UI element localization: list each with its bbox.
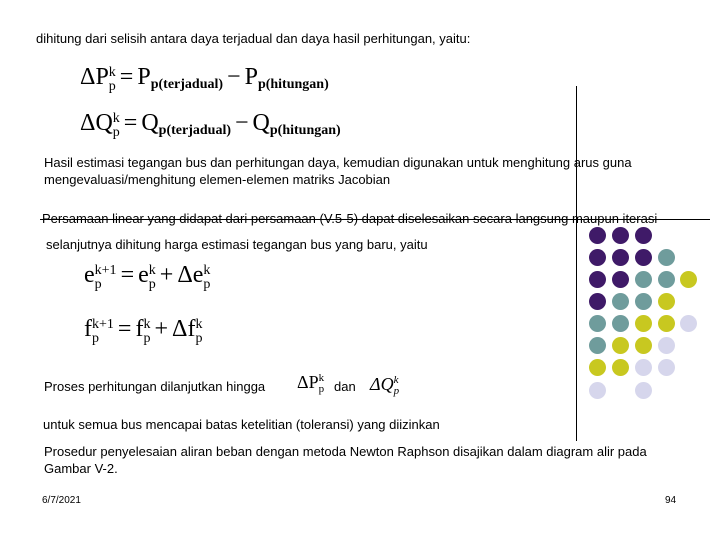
- decorative-dot: [635, 271, 652, 288]
- decorative-dot: [635, 315, 652, 332]
- equation-delta-q: ΔQ k p = $Q_{p(terjadual)} - Q_{p(hitungan)}$: [80, 110, 341, 141]
- decorative-dot: [658, 315, 675, 332]
- footer-date: 6/7/2021: [42, 495, 81, 506]
- decorative-dot: [658, 249, 675, 266]
- intro-text: dihitung dari selisih antara daya terjadual dan daya hasil perhitungan, yaitu:: [36, 31, 471, 46]
- decorative-dot: [589, 382, 606, 399]
- paragraph-proses: Proses perhitungan dilanjutkan hingga: [44, 379, 266, 394]
- decorative-dot: [635, 337, 652, 354]
- decorative-dot: [589, 227, 606, 244]
- decorative-dot: [612, 359, 629, 376]
- paragraph-hasil-estimasi: Hasil estimasi tegangan bus dan perhitungan daya, kemudian digunakan untuk menghitung arus guna mengevaluasi/menghitung elemen-elemen matriks Jacobian: [44, 155, 632, 187]
- decorative-dot: [658, 271, 675, 288]
- text-dan: dan: [334, 379, 356, 394]
- decorative-dot: [635, 227, 652, 244]
- decorative-dot: [589, 249, 606, 266]
- decorative-dot: [589, 337, 606, 354]
- decorative-dot: [658, 337, 675, 354]
- decorative-dot: [589, 293, 606, 310]
- footer-page-number: 94: [665, 495, 677, 506]
- vertical-rule: [576, 86, 577, 441]
- equation-f-update: f k+1 p = f k p + Δf k p: [84, 316, 203, 347]
- decorative-dot: [680, 315, 697, 332]
- decorative-dot: [612, 271, 629, 288]
- decorative-dot: [612, 249, 629, 266]
- decorative-dot: [658, 359, 675, 376]
- decorative-dot: [612, 315, 629, 332]
- decorative-dot: [589, 271, 606, 288]
- equation-e-update: e k+1 p = e k p + Δe k p: [84, 262, 211, 293]
- decorative-dot: [612, 293, 629, 310]
- decorative-dot: [589, 359, 606, 376]
- decorative-dot: [635, 382, 652, 399]
- decorative-dot: [612, 227, 629, 244]
- equation-delta-p: ΔP k p = $P_{p(terjadual)} - P_{p(hitungan)}$: [80, 64, 329, 95]
- decorative-dot: [635, 359, 652, 376]
- decorative-dot: [612, 337, 629, 354]
- decorative-dot: [635, 249, 652, 266]
- paragraph-prosedur: Prosedur penyelesaian aliran beban dengan metoda Newton Raphson disajikan dalam diagram alir pada Gambar V-2.: [44, 444, 647, 476]
- paragraph-selanjutnya: selanjutnya dihitung harga estimasi tegangan bus yang baru, yaitu: [46, 237, 428, 252]
- paragraph-persamaan-linear: Persamaan linear yang didapat dari persamaan (V.5-5) dapat diselesaikan secara langsung maupun iterasi: [42, 211, 658, 226]
- decorative-dot: [658, 293, 675, 310]
- symbol-delta-p: ΔP k p: [297, 371, 325, 395]
- decorative-dot: [635, 293, 652, 310]
- symbol-delta-q: ΔQ k p: [370, 373, 400, 397]
- decorative-dot: [680, 271, 697, 288]
- paragraph-untuk-semua-bus: untuk semua bus mencapai batas ketelitian (toleransi) yang diizinkan: [43, 417, 440, 432]
- decorative-dot: [589, 315, 606, 332]
